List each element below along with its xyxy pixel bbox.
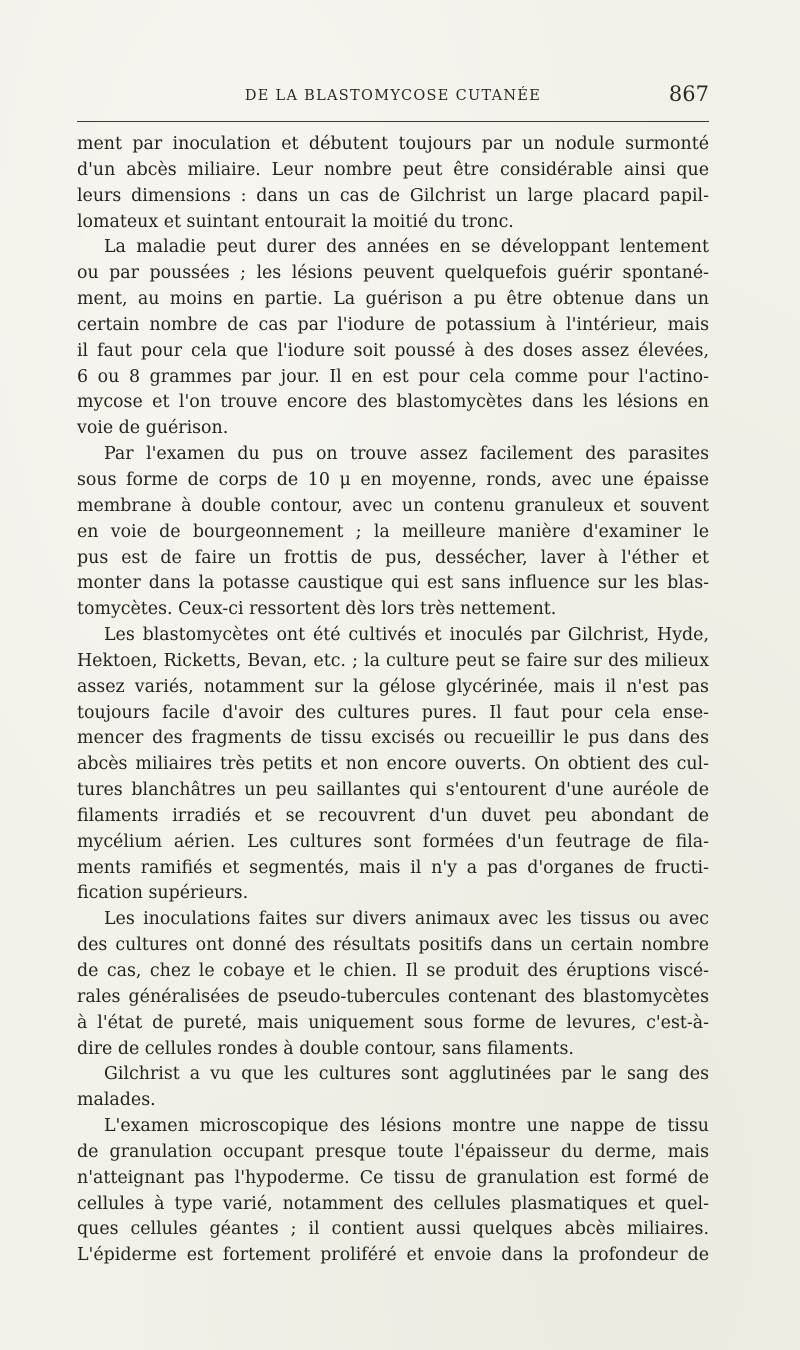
text-line: voie de guérison. <box>77 418 229 439</box>
text-line: à l'état de pureté, mais uniquement sous forme de levures, c'est-à- <box>77 1012 709 1033</box>
body-text <box>77 132 709 1269</box>
text-line: filaments irradiés et se recouvrent d'un duvet peu abondant de <box>77 805 709 826</box>
text-line: certain nombre de cas par l'iodure de potassium à l'intérieur, mais <box>77 314 709 335</box>
text-line: Les inoculations faites sur divers animaux avec les tissus ou avec <box>104 909 709 930</box>
text-line: de granulation occupant presque toute l'épaisseur du derme, mais <box>77 1141 709 1162</box>
text-line: monter dans la potasse caustique qui est sans influence sur les blas- <box>77 573 709 594</box>
header-rule <box>77 121 709 122</box>
text-line: ou par poussées ; les lésions peuvent quelquefois guérir spontané- <box>77 263 709 284</box>
text-line: d'un abcès miliaire. Leur nombre peut être considérable ainsi que <box>77 159 709 180</box>
text-line: fication supérieurs. <box>77 883 249 904</box>
text-line: abcès miliaires très petits et non encore ouverts. On obtient des cul- <box>77 754 709 775</box>
text-line: pus est de faire un frottis de pus, dessécher, laver à l'éther et <box>77 547 709 568</box>
text-line: dire de cellules rondes à double contour, sans filaments. <box>77 1038 574 1059</box>
text-line: mycélium aérien. Les cultures sont formées d'un feutrage de fila- <box>77 831 709 852</box>
text-line: Par l'examen du pus on trouve assez facilement des parasites <box>104 444 709 465</box>
text-line: malades. <box>77 1090 156 1111</box>
text-line: il faut pour cela que l'iodure soit poussé à des doses assez élevées, <box>77 340 709 361</box>
text-line: La maladie peut durer des années en se développant lentement <box>104 237 709 258</box>
running-header <box>77 82 709 112</box>
running-title: DE LA BLASTOMYCOSE CUTANÉE <box>244 88 542 104</box>
text-line: tures blanchâtres un peu saillantes qui s'entourent d'une auréole de <box>77 780 709 801</box>
text-line: leurs dimensions : dans un cas de Gilchrist un large placard papil- <box>77 185 709 206</box>
text-line: Hektoen, Ricketts, Bevan, etc. ; la culture peut se faire sur des milieux <box>77 650 709 671</box>
text-line: des cultures ont donné des résultats positifs dans un certain nombre <box>77 935 709 956</box>
text-line: cellules à type varié, notamment des cellules plasmatiques et quel- <box>77 1193 709 1214</box>
text-line: toujours facile d'avoir des cultures pures. Il faut pour cela ense- <box>77 702 709 723</box>
text-line: ques cellules géantes ; il contient aussi quelques abcès miliaires. <box>77 1219 709 1240</box>
text-line: sous forme de corps de 10 μ en moyenne, ronds, avec une épaisse <box>77 469 709 490</box>
text-line: ment, au moins en partie. La guérison a pu être obtenue dans un <box>77 289 709 310</box>
text-line: assez variés, notamment sur la gélose glycérinée, mais il n'est pas <box>77 676 709 697</box>
text-line: ments ramifiés et segmentés, mais il n'y a pas d'organes de fructi- <box>77 857 709 878</box>
text-line: 6 ou 8 grammes par jour. Il en est pour cela comme pour l'actino- <box>77 366 709 387</box>
text-line: n'atteignant pas l'hypoderme. Ce tissu de granulation est formé de <box>77 1167 709 1188</box>
text-line: rales généralisées de pseudo-tubercules contenant des blastomycètes <box>77 986 709 1007</box>
text-line: lomateux et suintant entourait la moitié du tronc. <box>77 211 514 232</box>
text-line: tomycètes. Ceux-ci ressortent dès lors très nettement. <box>77 599 557 620</box>
text-line: L'épiderme est fortement proliféré et envoie dans la profondeur de <box>77 1245 709 1266</box>
page-number: 867 <box>668 82 709 106</box>
text-line: membrane à double contour, avec un contenu granuleux et souvent <box>77 495 709 516</box>
text-line: L'examen microscopique des lésions montre une nappe de tissu <box>104 1116 709 1137</box>
text-line: ment par inoculation et débutent toujours par un nodule surmonté <box>77 134 709 154</box>
text-line: mycose et l'on trouve encore des blastomycètes dans les lésions en <box>77 392 709 413</box>
text-line: Les blastomycètes ont été cultivés et inoculés par Gilchrist, Hyde, <box>104 625 709 646</box>
text-line: Gilchrist a vu que les cultures sont agglutinées par le sang des <box>104 1064 709 1085</box>
text-line: en voie de bourgeonnement ; la meilleure manière d'examiner le <box>77 521 709 542</box>
text-line: mencer des fragments de tissu excisés ou recueillir le pus dans des <box>77 728 709 749</box>
text-line: de cas, chez le cobaye et le chien. Il se produit des éruptions viscé- <box>77 961 709 981</box>
